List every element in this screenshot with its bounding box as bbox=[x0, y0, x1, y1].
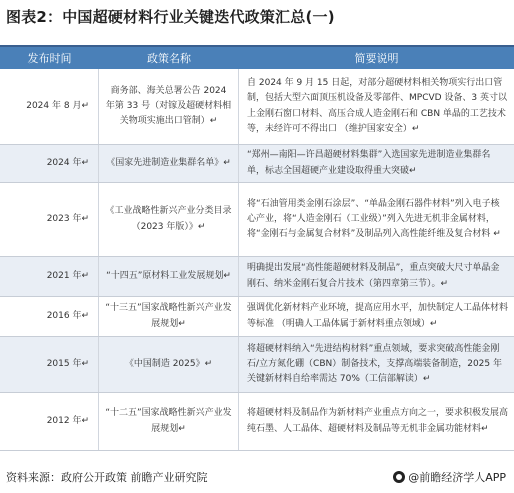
brand-credit bbox=[393, 469, 506, 485]
description-cell: “郑州—南阳—许昌超硬材料集群”入选国家先进制造业集群名单，标志全国超硬产业建设取得重大突破↵ bbox=[247, 150, 491, 176]
table-row bbox=[0, 257, 514, 297]
page-title: 图表2：中国超硬材料行业关键迭代政策汇总(一) bbox=[6, 8, 335, 26]
table-header bbox=[0, 47, 514, 69]
source-note: 资料来源：政府公开政策 前瞻产业研究院 bbox=[6, 471, 208, 484]
policy-name-cell: “十四五”原材料工业发展规划↵ bbox=[99, 257, 239, 296]
table-row bbox=[0, 393, 514, 451]
date-cell: 2015 年↵ bbox=[0, 337, 99, 392]
policy-name-cell: 商务部、海关总署公告 2024 年第 33 号（对镓及超硬材料相关物项实施出口管制）↵ bbox=[99, 69, 239, 144]
description-cell: 强调优化新材料产业环境，提高应用水平，加快制定人工晶体材料等标准 （明确人工晶体属于新材料重点领域）↵ bbox=[247, 303, 509, 329]
date-cell: 2024 年↵ bbox=[0, 145, 99, 182]
date-cell: 2023 年↵ bbox=[0, 183, 99, 256]
header-policy-name: 政策名称 bbox=[147, 52, 191, 65]
description-cell: 将超硬材料纳入“先进结构材料”重点领域，要求突破高性能金刚石/立方氮化硼（CBN）制备技术，支撑高端装备制造，2025 年关键新材料自给率需达 70%（工信部解读）↵ bbox=[247, 343, 502, 385]
table-row bbox=[0, 297, 514, 337]
table-row bbox=[0, 183, 514, 257]
policy-name-cell: 《国家先进制造业集群名单》↵ bbox=[99, 145, 239, 182]
header-date: 发布时间 bbox=[27, 52, 72, 65]
brand-label: @前瞻经济学人APP bbox=[408, 471, 506, 484]
qianzhan-logo-icon bbox=[393, 471, 405, 483]
header-description: 简要说明 bbox=[354, 52, 399, 65]
policy-table bbox=[0, 47, 514, 451]
description-cell: 明确提出发展“高性能超硬材料及制品”，重点突破大尺寸单晶金刚石、纳米金刚石复合片技术（第四章第三节）。↵ bbox=[247, 263, 500, 289]
date-cell: 2024 年 8 月↵ bbox=[0, 69, 99, 144]
description-cell: 将超硬材料及制品作为新材料产业重点方向之一，要求积极发展高纯石墨、人工晶体、超硬材料及制品等无机非金属功能材料↵ bbox=[247, 408, 509, 434]
policy-name-cell: 《中国制造 2025》↵ bbox=[99, 337, 239, 392]
policy-name-cell: 《工业战略性新兴产业分类目录（2023 年版）》↵ bbox=[99, 183, 239, 256]
table-row bbox=[0, 69, 514, 145]
date-cell: 2021 年↵ bbox=[0, 257, 99, 296]
date-cell: 2016 年↵ bbox=[0, 297, 99, 336]
description-cell: 将“石油管用类金刚石涂层”、“单晶金刚石器件材料”列入电子核心产业，将“人造金刚石（工业级）”列入先进无机非金属材料，将“金刚石与金属复合材料”及制品列入高性能纤维及复合材料 ↵ bbox=[247, 198, 501, 240]
table-row bbox=[0, 145, 514, 183]
date-cell: 2012 年↵ bbox=[0, 393, 99, 450]
policy-name-cell: “十二五”国家战略性新兴产业发展规划↵ bbox=[99, 393, 239, 450]
table-row bbox=[0, 337, 514, 393]
policy-name-cell: “十三五”国家战略性新兴产业发展规划↵ bbox=[99, 297, 239, 336]
description-cell: 自 2024 年 9 月 15 日起，对部分超硬材料相关物项实行出口管制，包括大型六面顶压机设备及零部件、MPCVD 设备、3 英寸以上金刚石窗口材料、高压合成人造金刚石和 CBN 单晶的工艺技术等，未经许可不得出口 （维护国家安全）↵ bbox=[247, 77, 508, 134]
